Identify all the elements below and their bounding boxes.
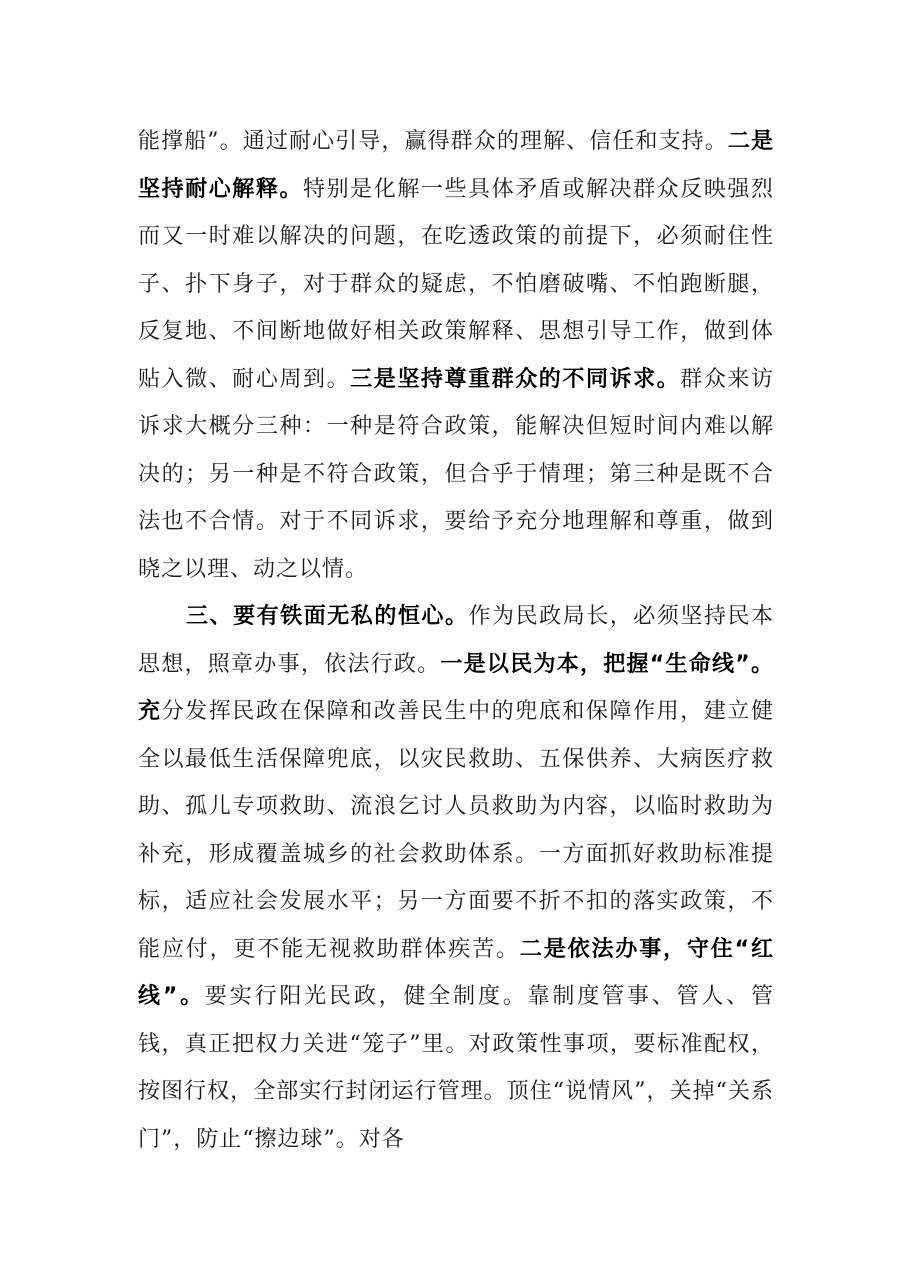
text-run: 特别是化解一些具体矛盾或解决群众反映强烈而又一时难以解决的问题，在吃透政策的前提下，必须耐住性子、扑下身子，对于群众的疑虑，不怕磨破嘴、不怕跑断腿，反复地、不间断地做好相关政策解释、思想引导工作，做到体贴入微、耐心周到。 <box>138 176 774 392</box>
bold-heading-run: 三是坚持尊重群众的不同诉求。 <box>350 366 681 392</box>
text-run: 群众来访诉求大概分三种：一种是符合政策，能解决但短时间内难以解决的；另一种是不符合政策，但合乎于情理；第三种是既不合法也不合情。对于不同诉求，要给予充分地理解和尊重，做到晓之以理、动之以情。 <box>138 366 774 582</box>
bold-heading-run: 一是以民为本，把握“生命线”。充 <box>138 651 774 724</box>
text-run: 要实行阳光民政，健全制度。靠制度管事、管人、管钱，真正把权力关进“笼子”里。对政策性事项，要标准配权，按图行权，全部实行封闭运行管理。顶住“说情风”，关掉“关系门”，防止“擦边球”。对各 <box>138 984 774 1152</box>
paragraph-section-three <box>138 593 774 1163</box>
bold-heading-run: 二是依法办事，守住“红线”。 <box>138 936 774 1009</box>
paragraph-continuation <box>138 118 774 593</box>
text-run: 作为民政局长，必须坚持民本思想，照章办事，依法行政。 <box>138 604 774 677</box>
text-run: 能撑船”。通过耐心引导，赢得群众的理解、信任和支持。 <box>138 129 728 154</box>
text-run: 分发挥民政在保障和改善民生中的兜底和保障作用，建立健全以最低生活保障兜底，以灾民救助、五保供养、大病医疗救助、孤儿专项救助、流浪乞讨人员救助为内容，以临时救助为补充，形成覆盖城乡的社会救助体系。一方面抓好救助标准提标，适应社会发展水平；另一方面要不折不扣的落实政策，不能应付，更不能无视救助群体疾苦。 <box>138 699 774 962</box>
bold-heading-run: 二是坚持耐心解释。 <box>138 129 774 202</box>
document-body <box>138 118 774 1163</box>
section-heading-run: 三、要有铁面无私的恒心。 <box>186 604 469 629</box>
